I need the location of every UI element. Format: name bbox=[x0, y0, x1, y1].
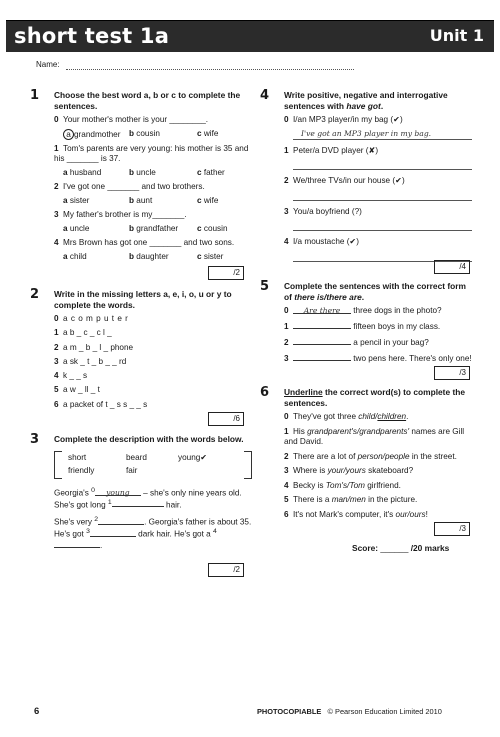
question-number: 3 bbox=[284, 206, 289, 216]
question-text: a packet of t _ s s _ _ s bbox=[63, 399, 148, 409]
option-b[interactable]: b aunt bbox=[129, 195, 153, 205]
exercise-number: 4 bbox=[260, 88, 270, 103]
question-text: k _ _ s bbox=[63, 371, 88, 381]
question-text: There are a lot of bbox=[293, 451, 358, 461]
choice-option[interactable]: ours bbox=[409, 509, 426, 519]
answer-blank[interactable]: Are there bbox=[293, 306, 351, 314]
question-text: ! bbox=[425, 509, 428, 519]
question bbox=[284, 237, 472, 248]
choice-option[interactable]: men bbox=[349, 495, 366, 504]
exercise-5 bbox=[260, 281, 472, 369]
option-letter: c bbox=[197, 168, 204, 178]
exercise-number: 3 bbox=[30, 432, 40, 447]
question[interactable] bbox=[54, 357, 252, 368]
exercise-6 bbox=[260, 387, 472, 524]
choice-separator: / bbox=[347, 480, 350, 490]
question bbox=[284, 306, 472, 317]
question-number: 0 bbox=[284, 412, 289, 421]
question-number: 3 bbox=[54, 356, 59, 366]
exercise-title: Choose the best word a, b or c to complete the sentences. bbox=[54, 90, 241, 111]
question bbox=[284, 452, 472, 463]
exercise-2 bbox=[30, 289, 252, 414]
question bbox=[54, 238, 252, 249]
choice-separator: / bbox=[407, 509, 410, 519]
question-number: 5 bbox=[54, 385, 59, 395]
choice-option[interactable]: yours bbox=[345, 466, 366, 475]
choice-option[interactable]: person bbox=[357, 451, 383, 461]
exercise-title: Underline the correct word(s) to complete the sentences. bbox=[284, 387, 466, 408]
option-c[interactable]: c wife bbox=[197, 195, 219, 205]
question-text: We/three TVs/in our house (✔) bbox=[293, 176, 405, 185]
question-text: skateboard? bbox=[365, 466, 414, 475]
circled-option: a bbox=[63, 129, 74, 140]
name-label: Name: bbox=[36, 60, 60, 69]
option-b[interactable]: b daughter bbox=[129, 251, 169, 261]
option-letter: b bbox=[129, 128, 137, 138]
question-text: You/a boyfriend (?) bbox=[293, 206, 362, 216]
question-number: 3 bbox=[54, 209, 59, 219]
question-text: . bbox=[406, 412, 409, 421]
answer-blank[interactable] bbox=[293, 353, 351, 361]
score-box-1[interactable]: /2 bbox=[208, 266, 244, 280]
choice-option[interactable]: our bbox=[395, 509, 408, 519]
answer-options bbox=[63, 168, 252, 179]
word-item: fair bbox=[126, 466, 138, 475]
answer-options bbox=[63, 224, 252, 235]
choice-option[interactable]: Tom bbox=[349, 480, 365, 490]
total-score: Score: ______ /20 marks bbox=[352, 543, 450, 553]
exercise-number: 6 bbox=[260, 385, 270, 400]
question bbox=[284, 321, 472, 333]
exercise-title: Complete the description with the words below. bbox=[54, 434, 244, 444]
footer-copyright: PHOTOCOPIABLE © Pearson Education Limited 2010 bbox=[257, 707, 442, 716]
question bbox=[284, 412, 472, 423]
question-text: It's not Mark's computer, it's bbox=[293, 509, 396, 519]
question-text: Tom's parents are very young: his mother is 35 and his _______ is 37. bbox=[54, 143, 249, 164]
question-text: names are Gill and David. bbox=[284, 426, 465, 446]
answer-blank[interactable] bbox=[293, 337, 351, 345]
option-a[interactable]: a husband bbox=[63, 168, 102, 178]
score-box-2[interactable]: /6 bbox=[208, 412, 244, 426]
question bbox=[284, 481, 472, 492]
answer-blank-1[interactable] bbox=[112, 499, 164, 507]
option-letter: c bbox=[197, 195, 204, 205]
score-box-5[interactable]: /3 bbox=[434, 366, 470, 380]
question-number: 1 bbox=[284, 322, 289, 332]
option-b[interactable]: b grandfather bbox=[129, 223, 179, 233]
question-number: 0 bbox=[284, 115, 289, 124]
option-b[interactable]: b uncle bbox=[129, 168, 156, 178]
question[interactable] bbox=[54, 400, 252, 411]
question[interactable] bbox=[54, 371, 252, 382]
score-box-4[interactable]: /4 bbox=[434, 260, 470, 274]
exercise-number: 5 bbox=[260, 279, 270, 294]
choice-option[interactable]: grandparent's bbox=[307, 426, 357, 436]
question-number: 3 bbox=[284, 354, 289, 364]
name-line bbox=[66, 69, 354, 70]
question-text: Becky is bbox=[293, 480, 326, 490]
bracket-left bbox=[54, 451, 62, 479]
exercise-3 bbox=[30, 434, 252, 552]
exercise-items bbox=[54, 115, 252, 262]
answer-blank[interactable] bbox=[293, 321, 351, 329]
question[interactable] bbox=[54, 385, 252, 396]
question-number: 6 bbox=[284, 509, 289, 519]
question-text: Mrs Brown has got one _______ and two sons. bbox=[63, 237, 235, 247]
question-text: Your mother's mother is your ________. bbox=[63, 115, 209, 124]
question-text: Where is bbox=[293, 466, 328, 475]
choice-separator: / bbox=[356, 426, 360, 436]
exercise-body bbox=[54, 451, 252, 552]
bracket-right bbox=[244, 451, 252, 479]
name-field[interactable] bbox=[36, 60, 354, 74]
question bbox=[54, 115, 252, 126]
answer-line[interactable] bbox=[293, 190, 472, 201]
answer-options bbox=[63, 129, 252, 141]
exercise-4 bbox=[260, 90, 472, 268]
question-number: 2 bbox=[284, 451, 289, 461]
question-number: 0 bbox=[284, 306, 289, 315]
exercise-items bbox=[284, 115, 472, 262]
answer-blank-2[interactable] bbox=[98, 517, 144, 525]
choice-option[interactable]: Tom's bbox=[325, 480, 348, 490]
answer-line[interactable] bbox=[293, 220, 472, 231]
option-letter: b bbox=[129, 168, 137, 178]
question bbox=[54, 182, 252, 193]
question-text: a m _ b _ l _ phone bbox=[63, 342, 134, 352]
answer-line[interactable]: I've got an MP3 player in my bag. bbox=[293, 129, 472, 140]
question-text: I/an MP3 player/in my bag (✔) bbox=[293, 115, 403, 124]
option-letter: a bbox=[63, 251, 70, 261]
answer-options bbox=[63, 196, 252, 207]
question-number: 4 bbox=[54, 371, 59, 381]
question bbox=[284, 146, 472, 157]
choice-option[interactable]: your bbox=[327, 466, 344, 475]
choice-separator: / bbox=[382, 451, 385, 461]
question-text: in the picture. bbox=[365, 495, 418, 504]
option-a[interactable]: a uncle bbox=[63, 223, 90, 233]
option-letter: a bbox=[63, 168, 70, 178]
exercise-1 bbox=[30, 90, 252, 265]
question bbox=[284, 353, 472, 365]
question-number: 6 bbox=[54, 399, 59, 409]
question-text: fifteen boys in my class. bbox=[351, 322, 441, 332]
question-number: 2 bbox=[54, 182, 59, 192]
question-text: a sk _ t _ b _ _ rd bbox=[63, 356, 127, 366]
choice-separator: / bbox=[375, 412, 378, 421]
option-a[interactable]: a grandmother bbox=[63, 129, 129, 141]
page-title: short test 1a bbox=[14, 24, 170, 48]
question-text: a c o m p u t e r bbox=[63, 314, 129, 323]
score-box-6[interactable]: /3 bbox=[434, 522, 470, 536]
total-score-blank[interactable]: ______ bbox=[380, 543, 409, 553]
word-box bbox=[54, 451, 252, 479]
answer-options bbox=[63, 252, 252, 263]
question-text: There is a bbox=[293, 495, 332, 504]
option-a[interactable]: a sister bbox=[63, 195, 90, 205]
exercise-title: Complete the sentences with the correct form of there is/there are. bbox=[284, 281, 466, 302]
question bbox=[284, 337, 472, 349]
question bbox=[284, 495, 472, 506]
question-text: My father's brother is my_______. bbox=[63, 209, 187, 219]
question-text: a b _ c _ c l _ bbox=[63, 328, 112, 338]
page-number: 6 bbox=[34, 706, 40, 717]
question bbox=[284, 176, 472, 187]
question-number: 0 bbox=[54, 314, 59, 323]
question-text: in the street. bbox=[409, 451, 457, 461]
question-number: 5 bbox=[284, 495, 289, 504]
question bbox=[284, 466, 472, 477]
choice-separator: / bbox=[347, 495, 350, 504]
question-number: 3 bbox=[284, 466, 289, 475]
question-number: 2 bbox=[284, 176, 289, 185]
choice-option[interactable]: child bbox=[358, 412, 376, 421]
question[interactable] bbox=[54, 343, 252, 354]
exercise-number: 1 bbox=[30, 88, 40, 103]
question-text: a w _ ll _ t bbox=[63, 385, 100, 395]
choice-option[interactable]: people bbox=[384, 451, 410, 461]
question-number: 4 bbox=[284, 237, 289, 246]
description-paragraph-2: She's very $^2$ . Georgia's father is about 35. He's got $^3$ dark hair. He's got a $^4$. bbox=[54, 515, 252, 551]
word-item: short bbox=[68, 452, 87, 462]
choice-separator: / bbox=[343, 466, 346, 475]
answer-blank-4[interactable] bbox=[54, 540, 100, 548]
option-c[interactable]: c father bbox=[197, 168, 225, 178]
question bbox=[284, 207, 472, 218]
question bbox=[284, 510, 472, 521]
question-number: 1 bbox=[284, 145, 289, 155]
exercise-items bbox=[284, 306, 472, 365]
question bbox=[284, 427, 472, 448]
exercise-title: Write positive, negative and interrogative sentences with have got. bbox=[284, 90, 448, 111]
choice-option[interactable]: children bbox=[377, 412, 407, 421]
exercise-title: Write in the missing letters a, e, i, o, u or y to complete the words. bbox=[54, 289, 232, 310]
option-c[interactable]: c wife bbox=[197, 128, 219, 138]
question-text: a pencil in your bag? bbox=[351, 338, 429, 348]
question-text: I/a moustache (✔) bbox=[293, 237, 360, 246]
question bbox=[54, 210, 252, 221]
question-number: 4 bbox=[54, 237, 59, 247]
word-item: friendly bbox=[68, 466, 95, 475]
option-letter: b bbox=[129, 251, 137, 261]
exercise-number: 2 bbox=[30, 287, 40, 302]
question[interactable] bbox=[54, 314, 252, 325]
option-letter: b bbox=[129, 223, 137, 233]
question bbox=[284, 115, 472, 126]
word-item: beard bbox=[126, 452, 147, 462]
question-text: I've got one _______ and two brothers. bbox=[63, 182, 205, 192]
question-number: 2 bbox=[284, 338, 289, 348]
answer-line[interactable] bbox=[293, 159, 472, 170]
option-letter: a bbox=[63, 195, 70, 205]
option-c[interactable]: c cousin bbox=[197, 223, 228, 233]
question-text: They've got three bbox=[293, 412, 359, 421]
choice-option[interactable]: man bbox=[331, 495, 348, 504]
question-text: girlfriend. bbox=[364, 480, 401, 490]
question-text: three dogs in the photo? bbox=[351, 306, 442, 315]
question-number: 2 bbox=[54, 342, 59, 352]
exercise-items bbox=[54, 314, 252, 410]
option-letter: c bbox=[197, 223, 204, 233]
exercise-items bbox=[284, 412, 472, 520]
choice-option[interactable]: grandparents' bbox=[359, 426, 410, 436]
option-b[interactable]: b cousin bbox=[129, 128, 160, 138]
option-a[interactable]: a child bbox=[63, 251, 87, 261]
header-bar bbox=[6, 20, 494, 52]
question[interactable] bbox=[54, 328, 252, 339]
unit-label: Unit 1 bbox=[429, 26, 484, 45]
option-c[interactable]: c sister bbox=[197, 251, 224, 261]
option-letter: a bbox=[63, 223, 70, 233]
question-number: 4 bbox=[284, 480, 289, 490]
question-number: 1 bbox=[54, 143, 59, 153]
question-text: His bbox=[293, 426, 308, 436]
option-letter: c bbox=[197, 128, 204, 138]
description-paragraph-1: Georgia's $^0$ young – she's only nine years old. She's got long $^1$ hair. bbox=[54, 486, 242, 510]
question-number: 1 bbox=[284, 426, 289, 436]
question-number: 0 bbox=[54, 115, 59, 124]
option-letter: c bbox=[197, 251, 204, 261]
question-text: Peter/a DVD player (✘) bbox=[293, 145, 379, 155]
option-letter: b bbox=[129, 195, 137, 205]
word-item: young✔ bbox=[178, 452, 208, 462]
example-answer: young bbox=[95, 488, 141, 496]
question-text: two pens here. There's only one! bbox=[351, 354, 472, 364]
question-number: 1 bbox=[54, 328, 59, 338]
score-box-3[interactable]: /2 bbox=[208, 563, 244, 577]
question bbox=[54, 144, 252, 165]
answer-blank-3[interactable] bbox=[90, 529, 136, 537]
